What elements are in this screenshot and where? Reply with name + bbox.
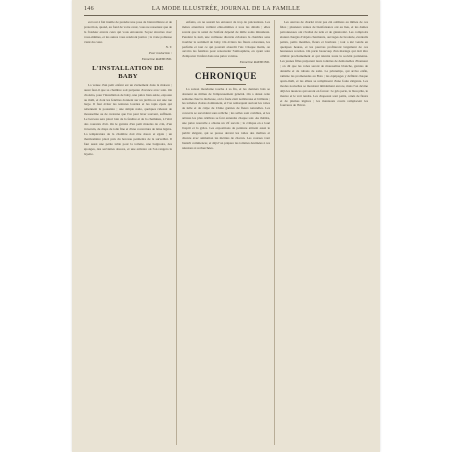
header-rule [84, 15, 368, 16]
section-separator [206, 84, 246, 85]
article-text: La venue d'un petit enfant est un événement dans la maison ; aussi faut-il que sa chambre soit préparée d'avance avec soin. On choisira, pour l'installation de baby, une pièce bien aérée, exposée au midi, et dont les fenêtres donnent sur un jardin ou sur une rue large. Il faut éviter les tentures lourdes et les tapis épais qui retiennent la poussière ; une simple natte, quelques rideaux de mousseline ou de cretonne que l'on peut laver souvent, suffisent. Le berceau sera placé loin de la fenêtre et de la cheminée, à l'abri des courants d'air. On le garnira d'un petit matelas de crin, d'un traversin, de draps de toile fine et d'une couverture de laine légère. La température de la chambre doit être douce et égale ; un thermomètre placé près du berceau permettra de la surveiller. Il faut aussi une petite table pour la toilette, une baignoire, des éponges, des serviettes douces, et une armoire où l'on rangera la layette. [84, 82, 172, 156]
column-rule [176, 20, 177, 445]
signature-author: Emmeline RAYMOND. [141, 56, 172, 61]
article-text: La saison mondaine touche à sa fin, et les derniers bals se donnent au milieu de l'empressement général. On a dansé cette semaine chez la duchesse, où la foule était nombreuse et brillante ; les toilettes claires dominaient, et l'on remarquait surtout les robes de tulle et de crêpe de Chine garnies de fleurs naturelles. Les concerts se succèdent sans relâche ; les salles sont combles, et les artistes les plus célèbres se font entendre chaque soir. Au théâtre, une pièce nouvelle a obtenu un vif succès ; la critique en a loué l'esprit et la grâce. Les expositions de peinture attirent aussi le public élégant, qui se presse devant les toiles des maîtres et discute avec animation les mérites de chacun. Les courses vont bientôt commencer, et déjà l'on prépare les toilettes destinées à ces réunions si recherchées. [182, 86, 270, 150]
column-3 [280, 20, 368, 445]
column-2 [182, 20, 270, 445]
magazine-page [72, 0, 380, 452]
page-number: 146 [84, 6, 94, 12]
column-1 [84, 20, 172, 445]
article-text: enfants, on ne saurait les entourer de trop de précautions. Les mères attentives veillent elles-mêmes à tous les détails ; elles savent que la santé de l'enfant dépend de mille soins minutieux. Pendant la nuit, une veilleuse discrète éclairera la chambre sans troubler le sommeil de baby. On évitera les fleurs odorantes, les parfums et tout ce qui pourrait alourdir l'air. Chaque matin, on ouvrira les fenêtres pour renouveler l'atmosphère, en ayant soin d'emporter l'enfant dans une pièce voisine. [182, 20, 270, 59]
running-title: LA MODE ILLUSTRÉE, JOURNAL DE LA FAMILLE [151, 6, 301, 12]
translation-note: Pour traduction : [148, 51, 172, 56]
section-separator [206, 67, 246, 68]
section-title: CHRONIQUE [195, 70, 257, 81]
article-title: L'INSTALLATION DE BABY [92, 64, 164, 80]
signature-initials: N. T. [165, 45, 172, 50]
signature-author: Emmeline RAYMOND. [239, 59, 270, 64]
article-text: Les œuvres de charité n'ont pas été oubliées au milieu de ces fêtes ; plusieurs ventes de bienfaisance ont eu lieu, et les dames patronnesses ont rivalisé de zèle et de générosité. Les comptoirs étaient chargés d'objets charmants, ouvrages de broderie, éventails peints, petits meubles, fleurs et bonbons ; tout a été vendu en quelques heures, et les pauvres profiteront largement de ces heureuses recettes. On parle beaucoup d'un mariage qui doit être célébré prochainement et qui réunira toute la société parisienne. Les jeunes filles préparent leurs toilettes de demoiselles d'honneur ; on dit que les robes seront de mousseline blanche, garnies de dentelle et de rubans de satin. Le printemps, qui arrive enfin, ramène les promenades au Bois ; les équipages y défilent chaque après-midi, et les allées se remplissent d'une foule élégante. Les modes nouvelles se montrent timidement encore, mais l'on devine déjà les nuances qui seront en faveur : le gris perle, le bleu pâle, le mauve et le vert tendre. Les chapeaux sont petits, ornés de fleurs et de plumes légères ; les manteaux courts remplacent les fourrures de l'hiver. [280, 20, 368, 108]
column-rule [274, 20, 275, 445]
article-text: est tout à fait inutile de prendre une pose de bienveillance et de protection, quand, au fond de votre cœur, vous ne ressentez que de la froideur envers ceux qui vous entourent. Soyez sincères avec vous-mêmes, et les autres vous rendront justice ; la vraie politesse vient du cœur. [84, 20, 172, 44]
